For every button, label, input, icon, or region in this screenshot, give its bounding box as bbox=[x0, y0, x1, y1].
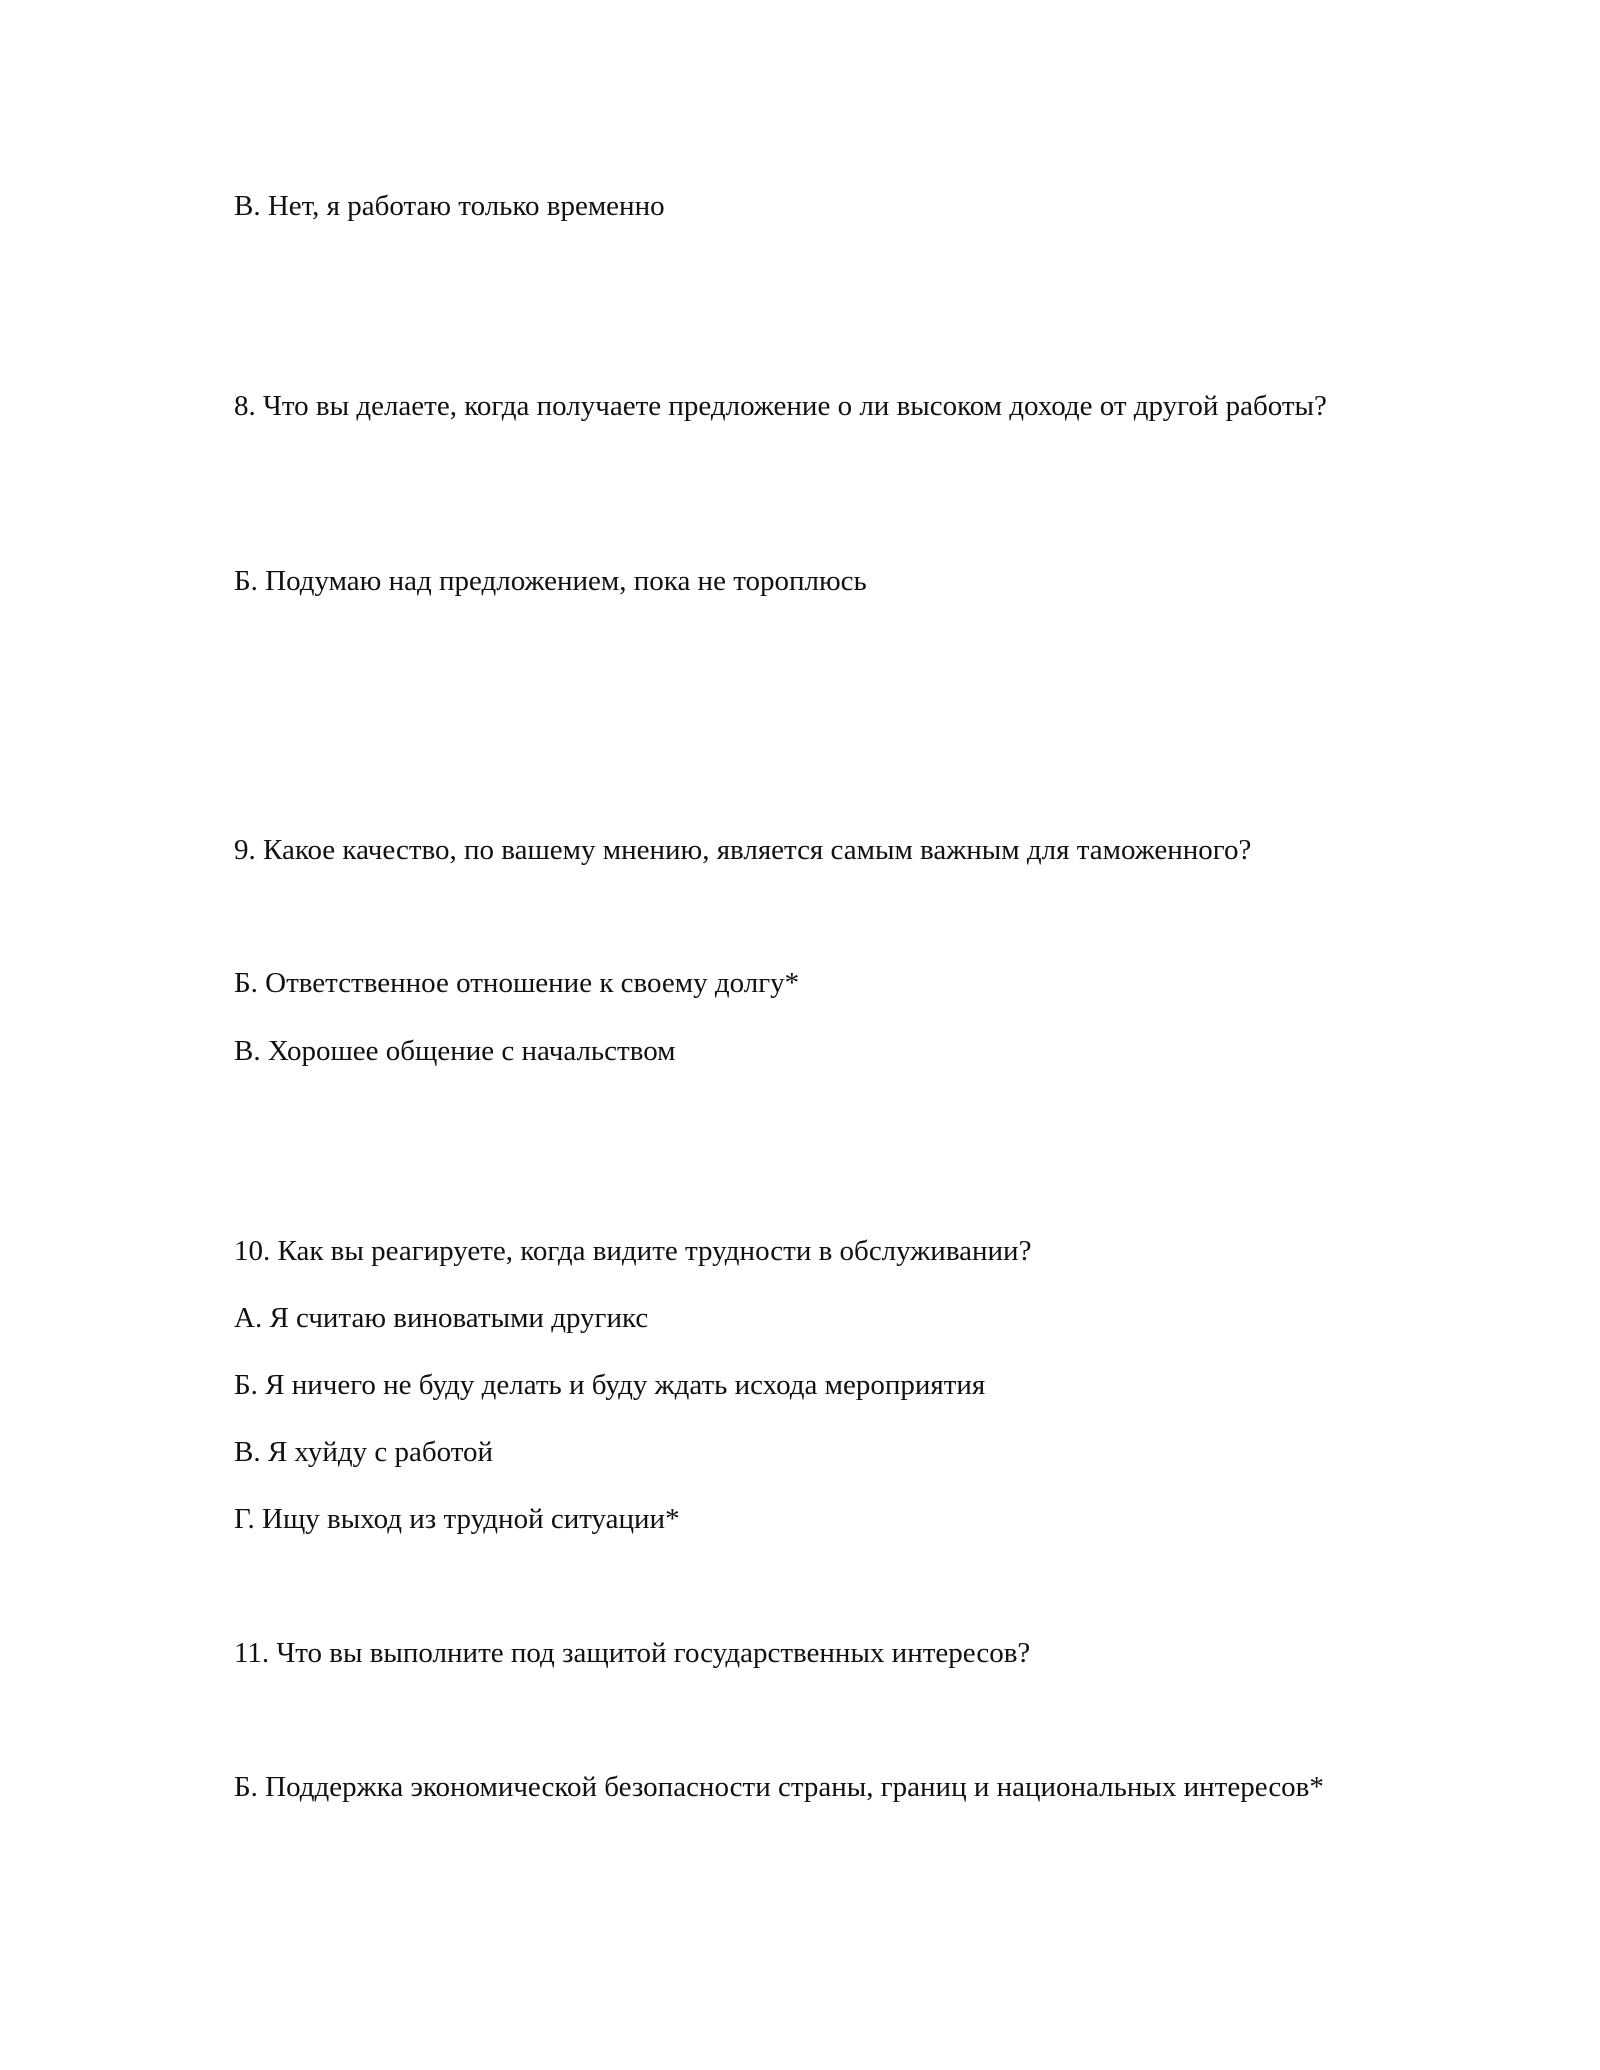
question-11: 11. Что вы выполните под защитой государственных интересов? bbox=[234, 1637, 1031, 1669]
answer-option: Б. Подумаю над предложением, пока не тороплюсь bbox=[234, 565, 867, 597]
answer-option: В. Хорошее общение с начальством bbox=[234, 1035, 676, 1067]
answer-option: Б. Ответственное отношение к своему долгу* bbox=[234, 967, 800, 999]
question-8: 8. Что вы делаете, когда получаете предложение о ли высоком доходе от другой работы? bbox=[234, 390, 1327, 422]
answer-option: Б. Я ничего не буду делать и буду ждать исхода мероприятия bbox=[234, 1369, 986, 1401]
answer-option: А. Я считаю виноватыми другикс bbox=[234, 1302, 649, 1334]
question-10: 10. Как вы реагируете, когда видите трудности в обслуживании? bbox=[234, 1235, 1032, 1267]
answer-option: В. Нет, я работаю только временно bbox=[234, 190, 665, 222]
question-9: 9. Какое качество, по вашему мнению, является самым важным для таможенного? bbox=[234, 834, 1252, 866]
answer-option: Б. Поддержка экономической безопасности страны, границ и национальных интересов* bbox=[234, 1771, 1324, 1803]
answer-option: В. Я хуйду с работой bbox=[234, 1436, 494, 1468]
answer-option: Г. Ищу выход из трудной ситуации* bbox=[234, 1503, 680, 1535]
